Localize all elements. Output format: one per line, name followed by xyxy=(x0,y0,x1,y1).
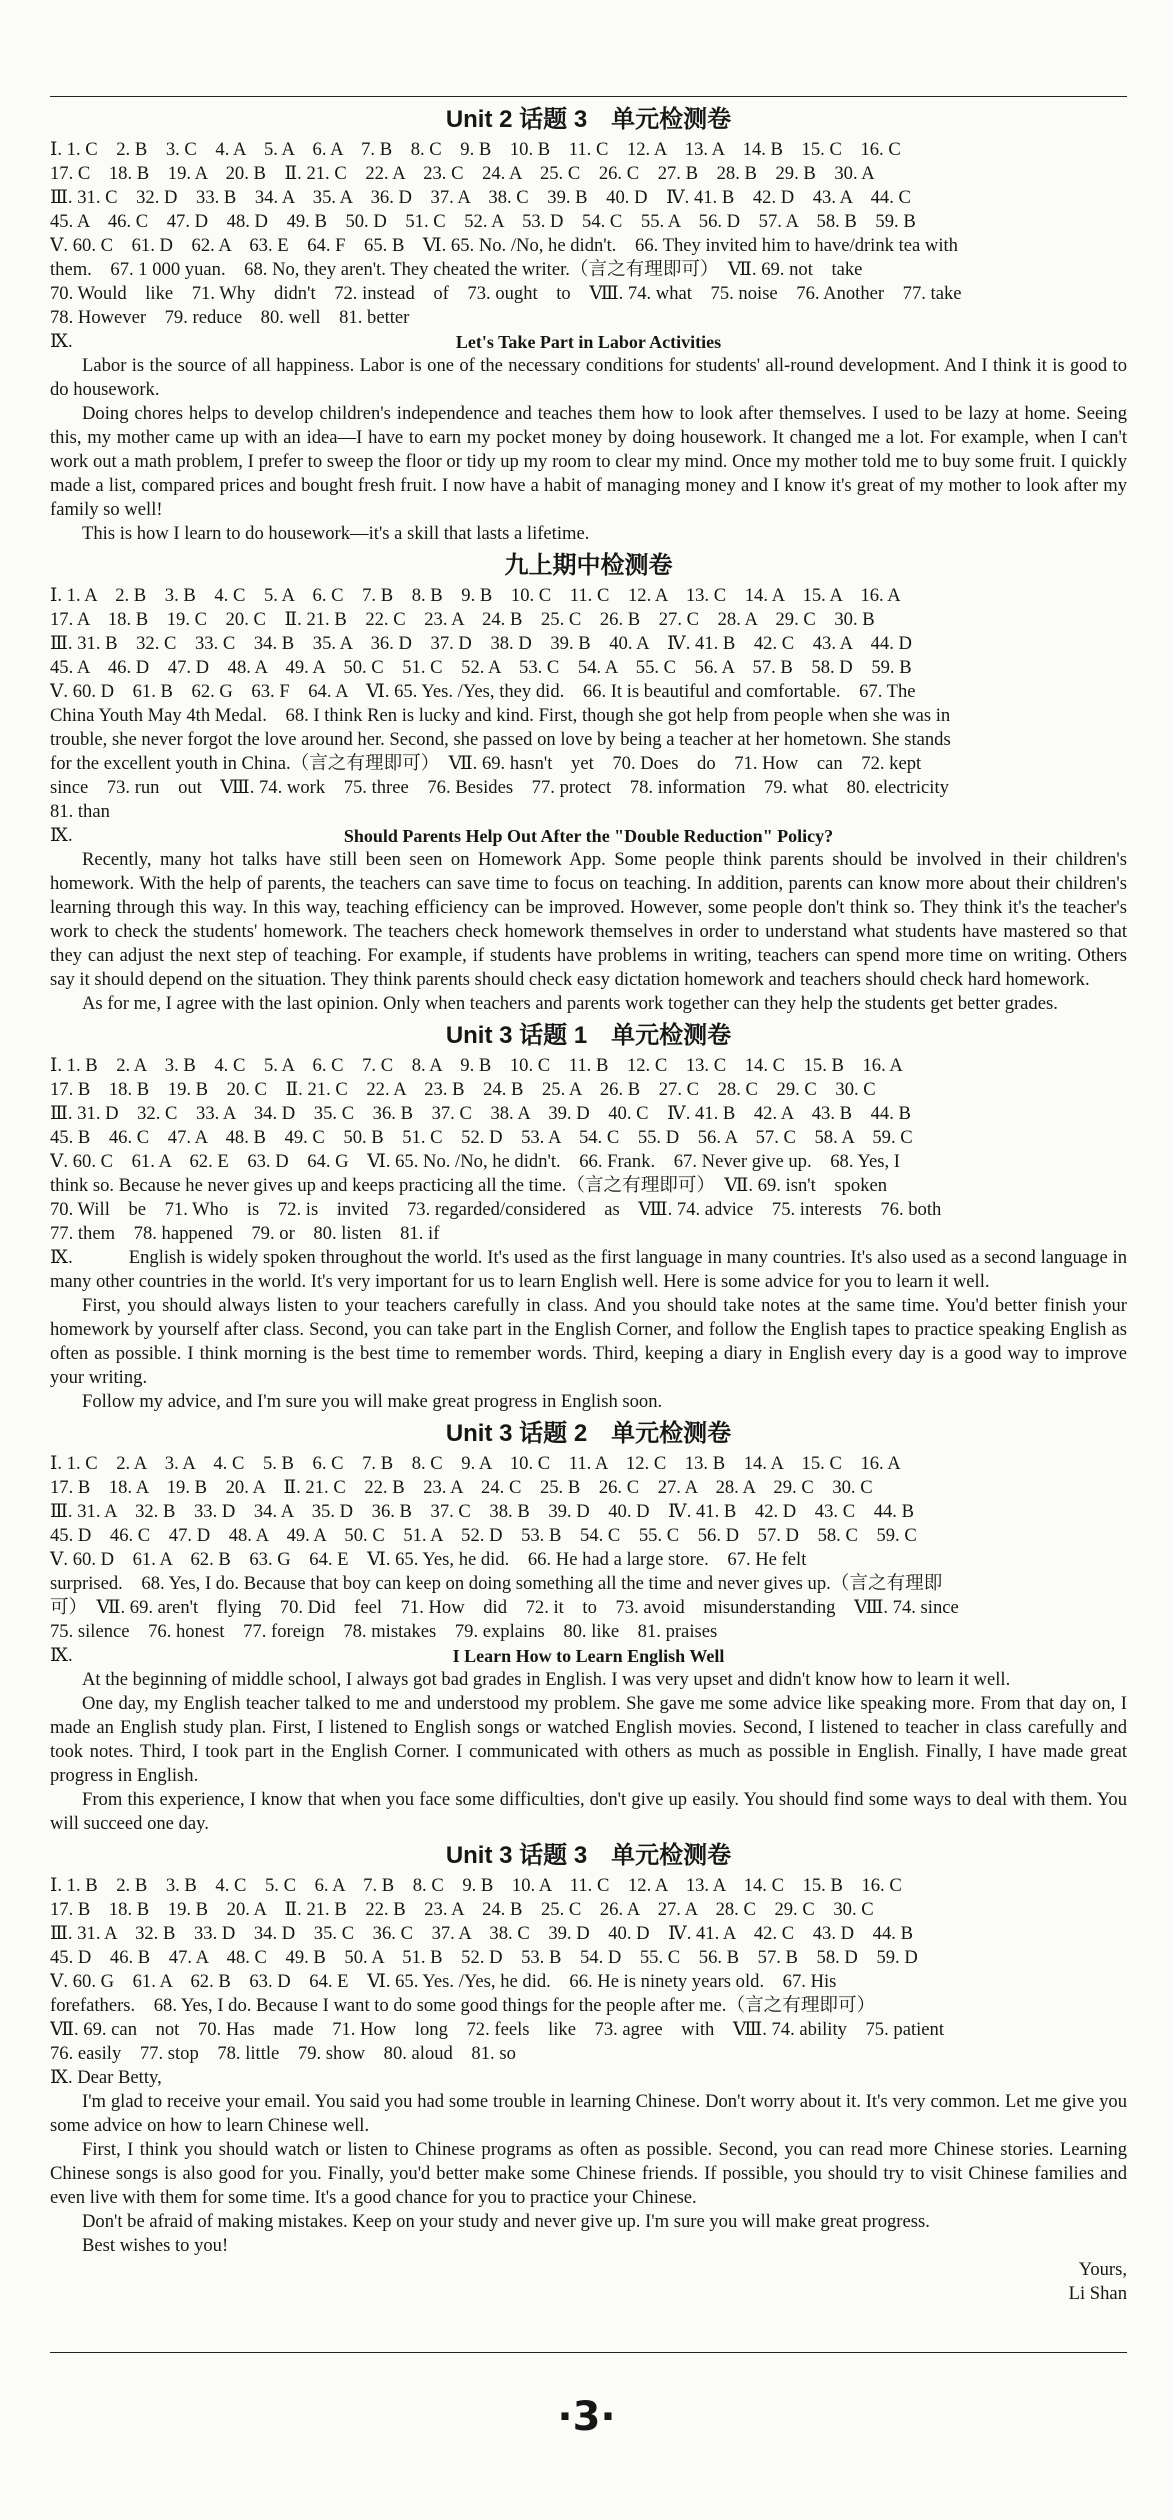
essay-paragraph: First, you should always listen to your teachers carefully in class. And you should take notes at the same time. You'd better finish your homework by yourself after class. Second, you can take part in the English Corner, and follow the English tapes to practice speaking English as often as possible. I think morning is the best time to remember words. Third, keeping a diary in English every day is a good way to improve your writing. xyxy=(50,1295,1127,1388)
letter-closing: Yours, xyxy=(1078,2259,1127,2280)
answer-line: Ⅴ. 60. D 61. B 62. G 63. F 64. A Ⅵ. 65. Yes. /Yes, they did. 66. It is beautiful and comfortable. 67. The xyxy=(50,681,916,702)
answer-line: 45. B 46. C 47. A 48. B 49. C 50. B 51. C 52. D 53. A 54. C 55. D 56. A 57. C 58. A 59. C xyxy=(50,1127,913,1148)
answer-line: 70. Would like 71. Why didn't 72. instead of 73. ought to Ⅷ. 74. what 75. noise 76. Another 77. take xyxy=(50,283,962,304)
answer-line: Ⅲ. 31. D 32. C 33. A 34. D 35. C 36. B 37. C 38. A 39. D 40. C Ⅳ. 41. B 42. A 43. B 44. B xyxy=(50,1103,911,1124)
answer-lines xyxy=(50,138,1127,330)
answer-line: 可） Ⅶ. 69. aren't flying 70. Did feel 71. How did 72. it to 73. avoid misunderstanding Ⅷ. 74. since xyxy=(50,1597,959,1618)
letter-paragraph: Best wishes to you! xyxy=(82,2235,229,2256)
answer-line: 76. easily 77. stop 78. little 79. show 80. aloud 81. so xyxy=(50,2043,516,2064)
answer-line: think so. Because he never gives up and keeps practicing all the time.（言之有理即可） Ⅶ. 69. isn't spoken xyxy=(50,1175,888,1196)
answer-line: 17. B 18. B 19. B 20. C Ⅱ. 21. C 22. A 23. B 24. B 25. A 26. B 27. C 28. C 29. C 30. C xyxy=(50,1079,876,1100)
answer-line: 17. B 18. B 19. B 20. A Ⅱ. 21. B 22. B 23. A 24. B 25. C 26. A 27. A 28. C 29. C 30. C xyxy=(50,1899,874,1920)
answer-line: them. 67. 1 000 yuan. 68. No, they aren't. They cheated the writer.（言之有理即可） Ⅶ. 69. not take xyxy=(50,259,863,280)
answer-line: Ⅰ. 1. B 2. A 3. B 4. C 5. A 6. C 7. C 8. A 9. B 10. C 11. B 12. C 13. C 14. C 15. B 16. A xyxy=(50,1055,903,1076)
answer-line: 77. them 78. happened 79. or 80. listen 81. if xyxy=(50,1223,440,1244)
answer-line: 45. D 46. B 47. A 48. C 49. B 50. A 51. B 52. D 53. B 54. D 55. C 56. B 57. B 58. D 59. D xyxy=(50,1947,918,1968)
answer-line: Ⅴ. 60. G 61. A 62. B 63. D 64. E Ⅵ. 65. Yes. /Yes, he did. 66. He is ninety years old. 67. His xyxy=(50,1971,837,1992)
answer-line: Ⅴ. 60. C 61. D 62. A 63. E 64. F 65. B Ⅵ. 65. No. /No, he didn't. 66. They invited him to have/drink tea with xyxy=(50,235,958,256)
letter-paragraph: Don't be afraid of making mistakes. Keep on your study and never give up. I'm sure you will make great progress. xyxy=(82,2211,930,2232)
answer-lines xyxy=(50,1874,1127,2066)
answer-line: Ⅰ. 1. B 2. B 3. B 4. C 5. C 6. A 7. B 8. C 9. B 10. A 11. C 12. A 13. A 14. C 15. B 16. C xyxy=(50,1875,902,1896)
essay-title: Should Parents Help Out After the "Double Reduction" Policy? xyxy=(343,826,834,846)
section-title: Unit 3 话题 1 单元检测卷 xyxy=(445,1022,732,1049)
essay-paragraph: As for me, I agree with the last opinion. Only when teachers and parents work together can they help the students get better grades. xyxy=(82,993,1058,1014)
writing-header xyxy=(50,1644,1127,1668)
writing-label: Ⅸ. xyxy=(50,1645,73,1666)
section-title: 九上期中检测卷 xyxy=(504,552,673,579)
answer-line: Ⅴ. 60. D 61. A 62. B 63. G 64. E Ⅵ. 65. Yes, he did. 66. He had a large store. 67. He felt xyxy=(50,1549,807,1570)
answer-line: 78. However 79. reduce 80. well 81. better xyxy=(50,307,410,328)
essay-first-paragraph: English is widely spoken throughout the world. It's used as the first language in many countries. It's also used as a second language in many other countries in the world. It's very important for us to learn English well. Here is some advice for you to learn it well. xyxy=(50,1247,1127,1292)
answer-line: 17. C 18. B 19. A 20. B Ⅱ. 21. C 22. A 23. C 24. A 25. C 26. C 27. B 28. B 29. B 30. A xyxy=(50,163,875,184)
answer-line: 81. than xyxy=(50,801,110,822)
writing-label: Ⅸ. xyxy=(50,825,73,846)
letter-salutation: Ⅸ. Dear Betty, xyxy=(50,2067,162,2088)
answer-line: forefathers. 68. Yes, I do. Because I want to do some good things for the people after me.（言之有理即可） xyxy=(50,1995,876,2016)
answer-line: 45. D 46. C 47. D 48. A 49. A 50. C 51. A 52. D 53. B 54. C 55. C 56. D 57. D 58. C 59. C xyxy=(50,1525,917,1546)
writing-header xyxy=(50,330,1127,354)
section-unit3-topic2 xyxy=(50,1416,1127,1836)
essay-paragraph: One day, my English teacher talked to me and understood my problem. She gave me some advice like speaking more. From that day on, I made an English study plan. First, I listened to English songs or watched English movies. Second, I listened to teacher in class carefully and took notes. Third, I took part in the English Corner. I communicated with others as much as possible in English. Finally, I have made great progress in English. xyxy=(50,1693,1127,1786)
essay-title: I Learn How to Learn English Well xyxy=(452,1646,725,1666)
answer-line: 45. A 46. C 47. D 48. D 49. B 50. D 51. C 52. A 53. D 54. C 55. A 56. D 57. A 58. B 59. B xyxy=(50,211,916,232)
section-midterm xyxy=(50,548,1127,1016)
essay-title: Let's Take Part in Labor Activities xyxy=(455,332,722,352)
answer-line: surprised. 68. Yes, I do. Because that boy can keep on doing something all the time and never gives up.（言之有理即 xyxy=(50,1573,943,1594)
essay-paragraph: Follow my advice, and I'm sure you will make great progress in English soon. xyxy=(82,1391,663,1412)
writing-label: Ⅸ. xyxy=(50,331,73,352)
essay-paragraph: From this experience, I know that when you face some difficulties, don't give up easily. You should find some ways to deal with them. You will succeed one day. xyxy=(50,1789,1127,1834)
answer-line: Ⅰ. 1. C 2. B 3. C 4. A 5. A 6. A 7. B 8. C 9. B 10. B 11. C 12. A 13. A 14. B 15. C 16. C xyxy=(50,139,901,160)
essay-paragraph: Labor is the source of all happiness. Labor is one of the necessary conditions for students' all-round development. And I think it is good to do housework. xyxy=(50,355,1127,400)
letter-paragraph: I'm glad to receive your email. You said you had some trouble in learning Chinese. Don't worry about it. It's very common. Let me give you some advice on how to learn Chinese well. xyxy=(50,2091,1127,2136)
essay-paragraph: Doing chores helps to develop children's independence and teaches them how to look after themselves. I used to be lazy at home. Seeing this, my mother came up with an idea—I have to earn my pocket money by doing housework. It changed me a lot. For example, when I can't work out a math problem, I prefer to sweep the floor or tidy up my room to clear my mind. Once my mother told me to buy some fruit. I quickly made a list, compared prices and bought fresh fruit. I now have a habit of managing money and I know it's great of my mother to look after my family so well! xyxy=(50,403,1127,520)
answer-line: 17. B 18. A 19. B 20. A Ⅱ. 21. C 22. B 23. A 24. C 25. B 26. C 27. A 28. A 29. C 30. C xyxy=(50,1477,873,1498)
answer-line: China Youth May 4th Medal. 68. I think Ren is lucky and kind. First, though she got help from people when she was in xyxy=(50,705,951,726)
essay-paragraph: At the beginning of middle school, I always got bad grades in English. I was very upset and didn't know how to learn it well. xyxy=(82,1669,1011,1690)
answer-line: for the excellent youth in China.（言之有理即可） Ⅶ. 69. hasn't yet 70. Does do 71. How can 72. kept xyxy=(50,753,922,774)
bottom-rule xyxy=(50,2352,1127,2353)
answer-line: Ⅲ. 31. A 32. B 33. D 34. D 35. C 36. C 37. A 38. C 39. D 40. D Ⅳ. 41. A 42. C 43. D 44. B xyxy=(50,1923,913,1944)
answer-line: Ⅰ. 1. A 2. B 3. B 4. C 5. A 6. C 7. B 8. B 9. B 10. C 11. C 12. A 13. C 14. A 15. A 16. A xyxy=(50,585,901,606)
page-number: ·3· xyxy=(557,2394,616,2440)
answer-lines xyxy=(50,1054,1127,1246)
answer-lines xyxy=(50,584,1127,824)
answer-line: Ⅴ. 60. C 61. A 62. E 63. D 64. G Ⅵ. 65. No. /No, he didn't. 66. Frank. 67. Never give up. 68. Yes, I xyxy=(50,1151,900,1172)
answer-line: Ⅲ. 31. B 32. C 33. C 34. B 35. A 36. D 37. D 38. D 39. B 40. A Ⅳ. 41. B 42. C 43. A 44. D xyxy=(50,633,912,654)
answer-line: Ⅶ. 69. can not 70. Has made 71. How long 72. feels like 73. agree with Ⅷ. 74. ability 75. patient xyxy=(50,2019,944,2040)
section-unit3-topic1 xyxy=(50,1018,1127,1414)
top-rule xyxy=(50,96,1127,97)
essay-paragraph xyxy=(50,1246,1127,1294)
answer-line: Ⅲ. 31. C 32. D 33. B 34. A 35. A 36. D 37. A 38. C 39. B 40. D Ⅳ. 41. B 42. D 43. A 44. C xyxy=(50,187,911,208)
letter-paragraph: First, I think you should watch or listen to Chinese programs as often as possible. Second, you can read more Chinese stories. Learning Chinese songs is also good for you. Finally, you'd better make some Chinese friends. If possible, you should try to visit Chinese families and even live with them for some time. It's a good chance for you to practice your Chinese. xyxy=(50,2139,1127,2208)
section-title: Unit 3 话题 3 单元检测卷 xyxy=(445,1842,732,1869)
answer-line: 17. A 18. B 19. C 20. C Ⅱ. 21. B 22. C 23. A 24. B 25. C 26. B 27. C 28. A 29. C 30. B xyxy=(50,609,875,630)
answer-lines xyxy=(50,1452,1127,1644)
section-unit3-topic3 xyxy=(50,1838,1127,2306)
section-title: Unit 3 话题 2 单元检测卷 xyxy=(445,1420,732,1447)
answer-line: Ⅰ. 1. C 2. A 3. A 4. C 5. B 6. C 7. B 8. C 9. A 10. C 11. A 12. C 13. B 14. A 15. C 16. A xyxy=(50,1453,901,1474)
answer-line: since 73. run out Ⅷ. 74. work 75. three 76. Besides 77. protect 78. information 79. what 80. electricity xyxy=(50,777,949,798)
writing-label: Ⅸ. xyxy=(50,1247,73,1268)
answer-line: 70. Will be 71. Who is 72. is invited 73. regarded/considered as Ⅷ. 74. advice 75. interests 76. both xyxy=(50,1199,942,1220)
answer-line: trouble, she never forgot the love around her. Second, she passed on love by being a teacher at her hometown. She stands xyxy=(50,729,951,750)
section-title: Unit 2 话题 3 单元检测卷 xyxy=(445,106,732,133)
answer-line: 75. silence 76. honest 77. foreign 78. mistakes 79. explains 80. like 81. praises xyxy=(50,1621,718,1642)
section-unit2-topic3 xyxy=(50,102,1127,546)
letter-signature: Li Shan xyxy=(1068,2283,1127,2304)
answer-line: Ⅲ. 31. A 32. B 33. D 34. A 35. D 36. B 37. C 38. B 39. D 40. D Ⅳ. 41. B 42. D 43. C 44. B xyxy=(50,1501,914,1522)
answer-line: 45. A 46. D 47. D 48. A 49. A 50. C 51. C 52. A 53. C 54. A 55. C 56. A 57. B 58. D 59. B xyxy=(50,657,912,678)
essay-paragraph: This is how I learn to do housework—it's a skill that lasts a lifetime. xyxy=(82,523,590,544)
writing-header xyxy=(50,824,1127,848)
essay-paragraph: Recently, many hot talks have still been seen on Homework App. Some people think parents should be involved in their children's homework. With the help of parents, the teachers can save time to focus on teaching. In addition, parents can know more about their children's learning through this way. In this way, teaching efficiency can be improved. However, some people don't think so. They think it's the teacher's work to check the students' homework. The teachers check homework themselves in order to understand what students have mastered so that they can adjust the next step of teaching. For example, if students have problems in writing, teachers can spend more time on writing. Others say it should depend on the situation. They think parents should check easy dictation homework and teachers should check hard homework. xyxy=(50,849,1127,990)
